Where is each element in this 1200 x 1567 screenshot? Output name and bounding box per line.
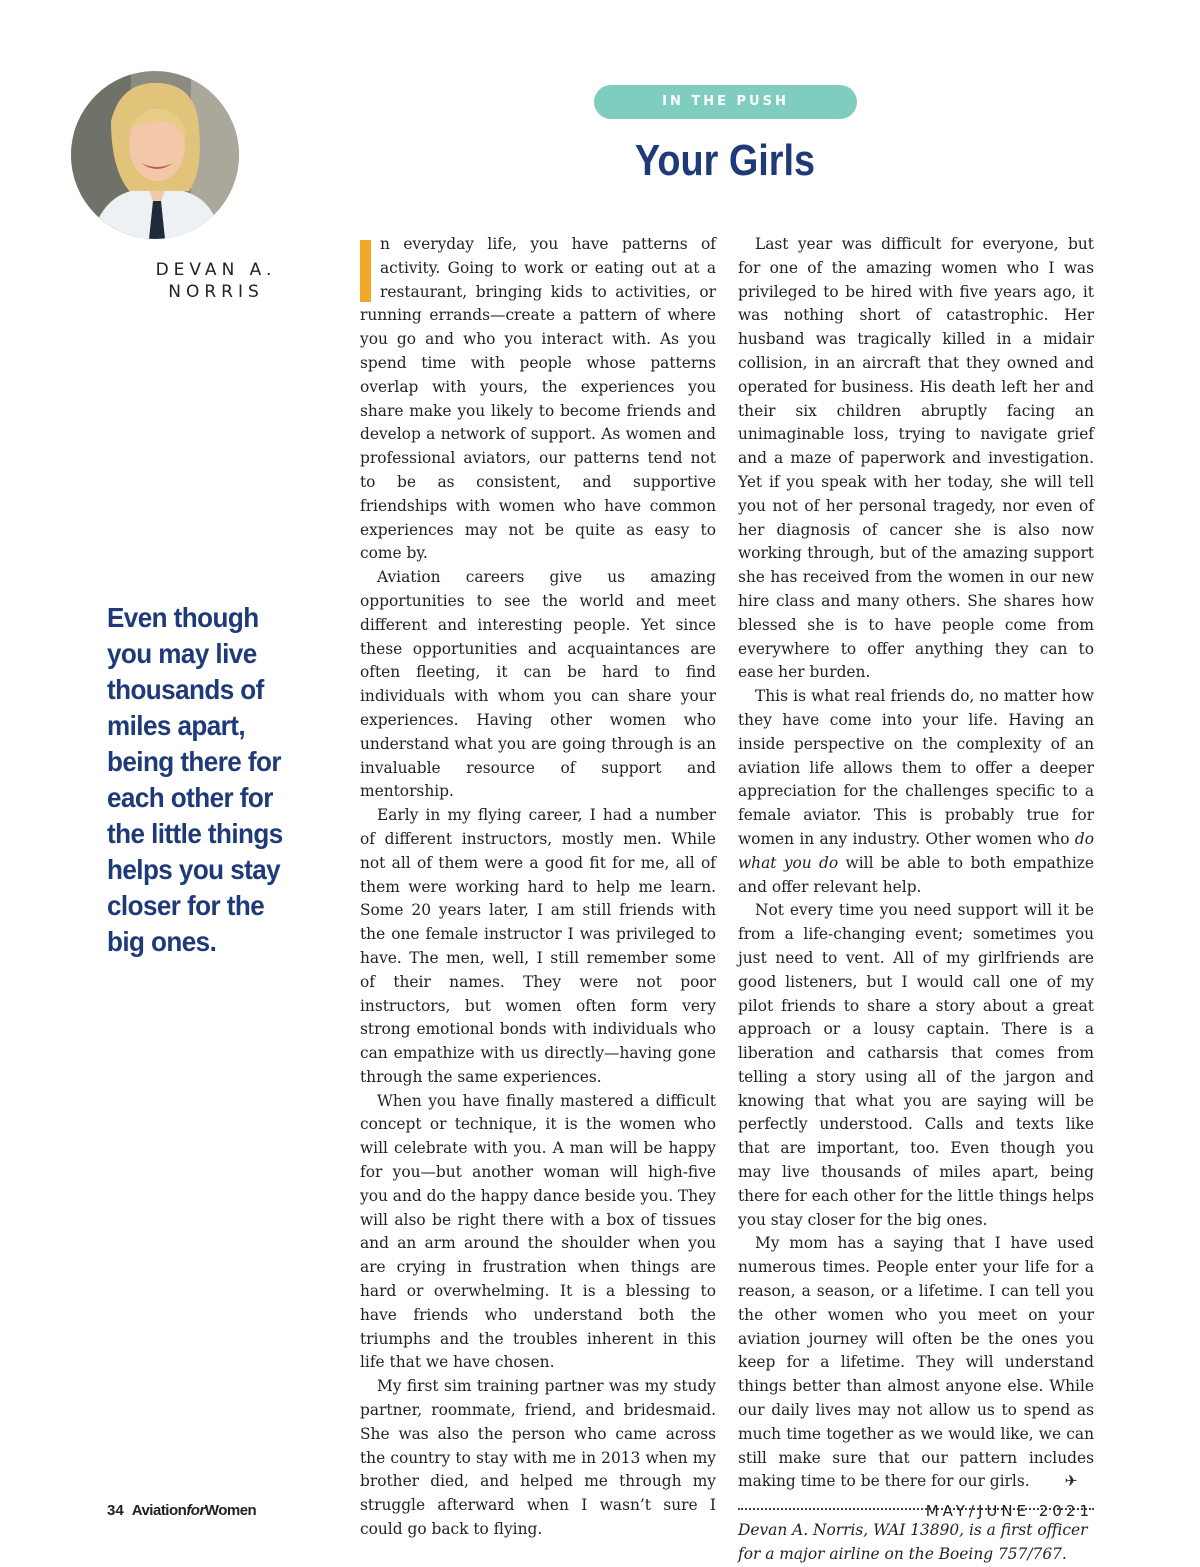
issue-date: MAY/JUNE 2021 — [925, 1502, 1093, 1520]
article-paragraph: Not every time you need support will it be from a life-changing event; sometimes you just need to vent. All of my girlfriends are good listeners, but I would call one of my pilot friends to share a story about a great approach or a lousy captain. There is a liberation and catharsis that comes from telling a story using all of the jargon and knowing that what you are saying will be perfectly understood. Calls and texts like that are important, too. Even though you may live thousands of miles apart, being there for each other for the little things helps you stay closer for the big ones. — [738, 901, 1094, 1229]
paragraph-text: My mom has a saying that I have used numerous times. People enter your life for a reason, a season, or a lifetime. I can tell you the other women who you meet on your aviation journey will often be the ones you keep for a lifetime. They will understand things better than almost anyone else. While our daily lives may not allow us to spend as much time together as we would like, we can still make sure that our pattern includes making time to be there for our girls. — [738, 1234, 1094, 1491]
article-paragraph — [738, 685, 1094, 899]
article-column-left — [360, 233, 716, 1542]
article-column-right — [738, 233, 1094, 1567]
page-number: 34 — [107, 1502, 124, 1519]
magazine-name-part: for — [186, 1502, 205, 1519]
article-paragraph: My first sim training partner was my study partner, roommate, friend, and bridesmaid. She was also the person who came across the country to stay with me in 2013 when my brother died, and helped me through my struggle afterward when I wasn’t sure I could go back to flying. — [360, 1377, 716, 1539]
article-paragraph: Aviation careers give us amazing opportunities to see the world and meet different and interesting people. Yet since these opportunities and acquaintances are often fleeting, it can be hard to find individuals with whom you can share your experiences. Having other women who understand what you are going through is an invaluable resource of support and mentorship. — [360, 568, 716, 801]
airplane-icon: ✈ — [1064, 1472, 1078, 1491]
magazine-name — [132, 1502, 257, 1519]
paragraph-text: n everyday life, you have patterns of activity. Going to work or eating out at a restaurant, bringing kids to activities, or running errands—create a pattern of where you go and who you interact with. As you spend time with people whose patterns overlap with yours, the experiences you share make you likely to become friends and develop a network of support. As women and professional aviators, our patterns tend not to be as consistent, and supportive friendships with women who have common experiences may not be quite as easy to come by. — [360, 235, 716, 563]
section-label: IN THE PUSH — [594, 85, 857, 119]
author-name — [120, 259, 312, 303]
article-paragraph: Last year was difficult for everyone, but for one of the amazing women who I was privileged to be hired with five years ago, it was nothing short of catastrophic. Her husband was tragically killed in a midair collision, in an aircraft that they owned and operated for business. His death left her and their six children abruptly facing an unimaginable loss, trying to navigate grief and a maze of paperwork and investigation. Yet if you speak with her today, she will tell you not of her personal tragedy, nor even of her diagnosis of cancer she is also now working through, but of the amazing support she has received from the women in our new hire class and many others. She shares how blessed she is to have people come from everywhere to offer anything they can to ease her burden. — [738, 235, 1094, 682]
article-paragraph: When you have finally mastered a difficult concept or technique, it is the women who will celebrate with you. A man will be happy for you—but another woman will high-five you and do the happy dance beside you. They will also be right there with a box of tissues and an arm around the shoulder when you are crying in frustration when things are hard or overwhelming. It is a blessing to have friends who understand both the triumphs and the troubles inherent in this life that we have chosen. — [360, 1091, 716, 1372]
drop-cap-bar — [360, 240, 371, 302]
paragraph-text: This is what real friends do, no matter how they have come into your life. Having an inside perspective on the complexity of an aviation life allows them to offer a deeper appreciation for the challenges specific to a female aviator. This is probably true for women in any industry. Other women who — [738, 687, 1094, 848]
footer-page-info — [107, 1502, 256, 1519]
author-name-line1: DEVAN A. — [155, 260, 277, 280]
article-paragraph — [360, 233, 716, 566]
author-photo — [71, 71, 239, 239]
article-paragraph — [738, 1232, 1094, 1494]
magazine-name-part: Women — [204, 1502, 257, 1519]
author-name-line2: NORRIS — [168, 282, 264, 302]
emphasis-text: do what you do — [738, 829, 1094, 872]
article-paragraph: Early in my flying career, I had a number of different instructors, mostly men. While not all of them were a good fit for me, all of them were working hard to help me learn. Some 20 years later, I am still friends with the one female instructor I was privileged to have. The men, well, I still remember some of their names. They were not poor instructors, but women often form very strong emotional bonds with individuals who can empathize with us directly—having gone through the same experiences. — [360, 806, 716, 1086]
author-bio: Devan A. Norris, WAI 13890, is a first officer for a major airline on the Boeing 757/767. — [738, 1521, 1088, 1564]
pull-quote: Even though you may live thousands of miles apart, being there for each other for the little things helps you stay closer for the big ones. — [107, 602, 283, 957]
article-title: Your Girls — [634, 136, 816, 185]
magazine-name-part: Aviation — [131, 1502, 187, 1519]
paragraph-text: will be able to both empathize and offer relevant help. — [738, 853, 1094, 896]
